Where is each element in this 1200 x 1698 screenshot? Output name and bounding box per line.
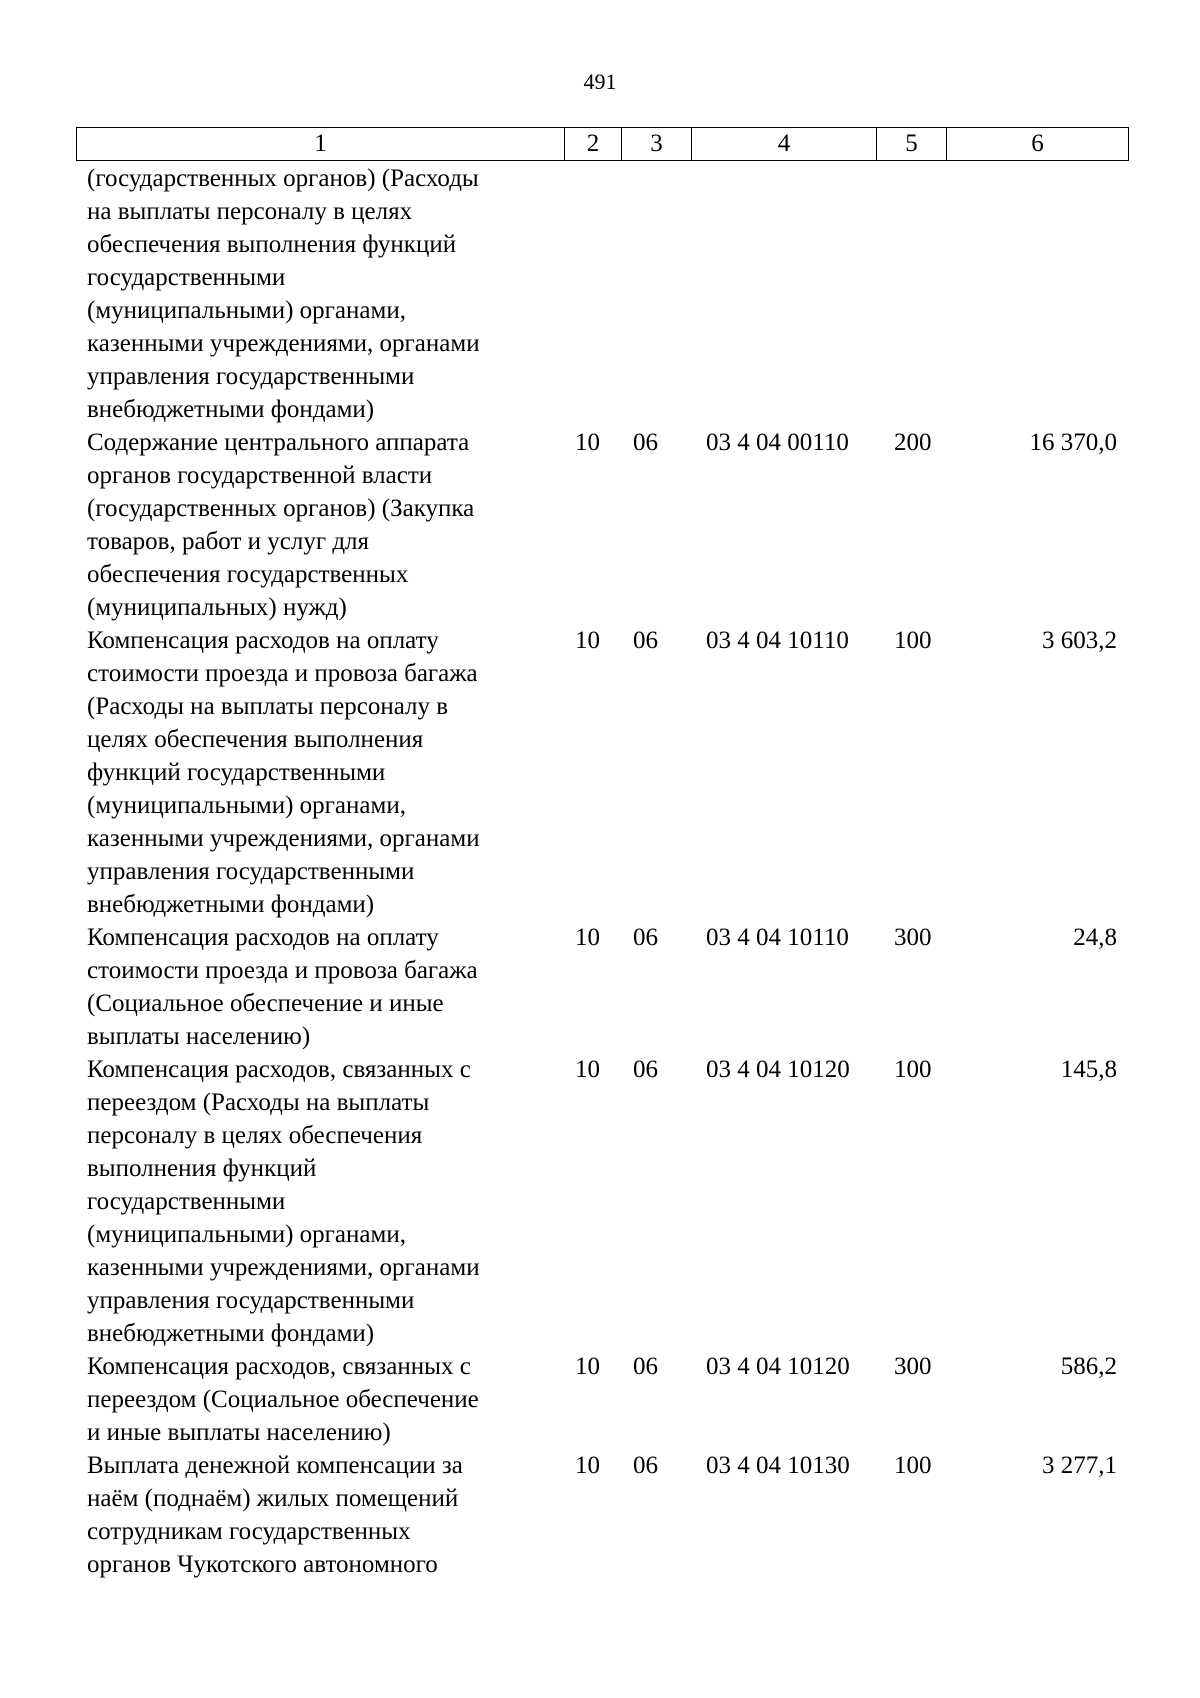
row-target-code: 03 4 04 10110 bbox=[706, 924, 849, 951]
table-row bbox=[76, 1449, 1128, 1581]
row-expense-type: 200 bbox=[894, 429, 932, 456]
row-expense-type: 100 bbox=[894, 1056, 932, 1083]
row-expense-type: 300 bbox=[894, 924, 932, 951]
row-subsection: 06 bbox=[633, 924, 658, 951]
row-amount: 586,2 bbox=[1060, 1353, 1117, 1380]
column-header-3: 3 bbox=[622, 128, 692, 161]
table-row bbox=[76, 426, 1128, 624]
row-subsection: 06 bbox=[633, 429, 658, 456]
column-header-table bbox=[76, 127, 1129, 161]
row-description: Содержание центрального аппарата органов государственной власти (государственных органов) (Закупка товаров, работ и услуг для обеспечения государственных (муниципальных) нужд) bbox=[87, 429, 475, 621]
row-amount: 16 370,0 bbox=[1029, 429, 1117, 456]
row-amount: 145,8 bbox=[1060, 1056, 1117, 1083]
row-description: Компенсация расходов на оплату стоимости проезда и провоза багажа (Социальное обеспечение и иные выплаты населению) bbox=[87, 924, 478, 1050]
table-body bbox=[76, 162, 1128, 1581]
row-description: Выплата денежной компенсации за наём (поднаём) жилых помещений сотрудникам государственных органов Чукотского автономного bbox=[87, 1452, 463, 1578]
table-row bbox=[76, 624, 1128, 921]
row-amount: 24,8 bbox=[1073, 924, 1117, 951]
row-description: Компенсация расходов, связанных с переездом (Расходы на выплаты персоналу в целях обеспечения выполнения функций государственными (муниципальными) органами, казенными учреждениями, органами управления государственными внебюджетными фондами) bbox=[87, 1056, 480, 1347]
table-row bbox=[76, 162, 1128, 426]
row-section: 10 bbox=[575, 627, 600, 654]
row-subsection: 06 bbox=[633, 627, 658, 654]
column-header-row bbox=[77, 128, 1129, 161]
row-target-code: 03 4 04 10120 bbox=[706, 1056, 850, 1083]
row-section: 10 bbox=[575, 924, 600, 951]
column-header-5: 5 bbox=[877, 128, 947, 161]
row-target-code: 03 4 04 10120 bbox=[706, 1353, 850, 1380]
column-header-1: 1 bbox=[77, 128, 565, 161]
table-row bbox=[76, 1053, 1128, 1350]
row-amount: 3 277,1 bbox=[1042, 1452, 1117, 1479]
row-amount: 3 603,2 bbox=[1042, 627, 1117, 654]
row-section: 10 bbox=[575, 1353, 600, 1380]
column-header-6: 6 bbox=[947, 128, 1129, 161]
table-row bbox=[76, 921, 1128, 1053]
row-expense-type: 100 bbox=[894, 627, 932, 654]
row-description: (государственных органов) (Расходы на выплаты персоналу в целях обеспечения выполнения функций государственными (муниципальными) органами, казенными учреждениями, органами управления государственными внебюджетными фондами) bbox=[87, 165, 480, 423]
row-subsection: 06 bbox=[633, 1452, 658, 1479]
row-target-code: 03 4 04 10130 bbox=[706, 1452, 850, 1479]
row-subsection: 06 bbox=[633, 1353, 658, 1380]
row-expense-type: 100 bbox=[894, 1452, 932, 1479]
column-header-4: 4 bbox=[692, 128, 877, 161]
row-section: 10 bbox=[575, 1452, 600, 1479]
row-expense-type: 300 bbox=[894, 1353, 932, 1380]
row-target-code: 03 4 04 00110 bbox=[706, 429, 849, 456]
row-target-code: 03 4 04 10110 bbox=[706, 627, 849, 654]
page-number: 491 bbox=[583, 69, 617, 94]
column-header-2: 2 bbox=[565, 128, 622, 161]
row-section: 10 bbox=[575, 429, 600, 456]
row-description: Компенсация расходов на оплату стоимости проезда и провоза багажа (Расходы на выплаты персоналу в целях обеспечения выполнения функций государственными (муниципальными) органами, казенными учреждениями, органами управления государственными внебюджетными фондами) bbox=[87, 627, 480, 918]
row-subsection: 06 bbox=[633, 1056, 658, 1083]
row-section: 10 bbox=[575, 1056, 600, 1083]
row-description: Компенсация расходов, связанных с переездом (Социальное обеспечение и иные выплаты населению) bbox=[87, 1353, 479, 1446]
table-row bbox=[76, 1350, 1128, 1449]
